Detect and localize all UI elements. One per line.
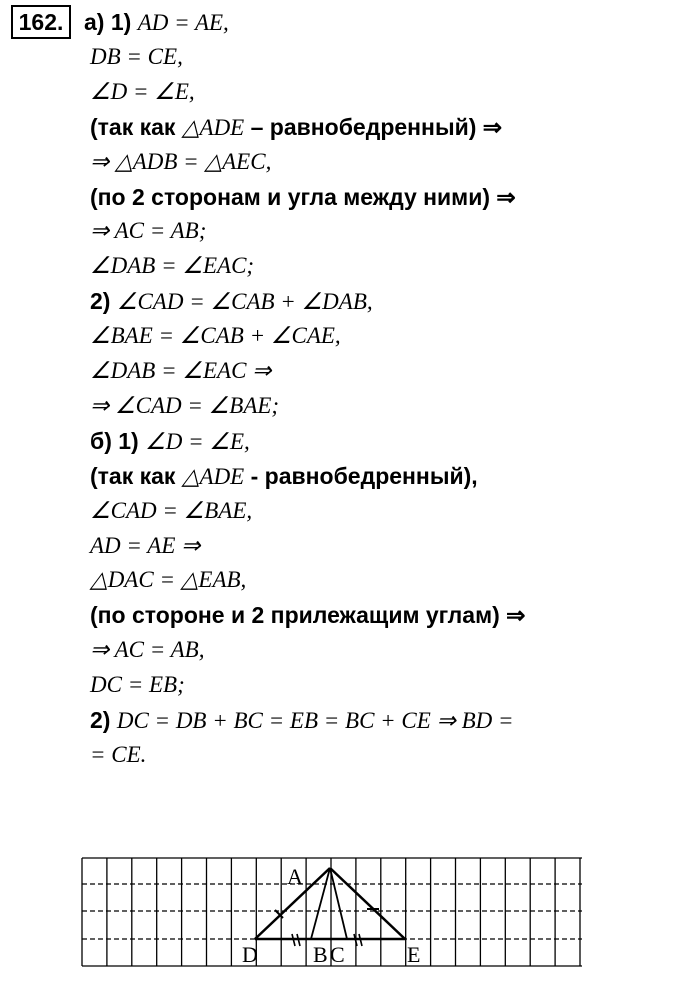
text-segment: (по стороне и 2 прилежащим углам) ⇒: [90, 602, 526, 629]
text-segment: (так как: [90, 462, 182, 489]
math-expression: ∠BAE = ∠CAB + ∠CAE,: [90, 323, 341, 349]
side-ae: [330, 868, 405, 939]
label-c: C: [330, 942, 345, 967]
label-d: D: [242, 942, 258, 967]
math-expression: ∠CAD = ∠CAB + ∠DAB,: [116, 289, 373, 315]
math-expression: ⇒ AC = AB,: [90, 637, 205, 663]
triangle: [255, 868, 405, 946]
text-segment: (так как: [90, 113, 182, 140]
text-segment: 2): [90, 707, 117, 733]
math-expression: △ADE: [181, 114, 245, 140]
math-expression: △DAC = △EAB,: [90, 567, 247, 593]
math-expression: DC = DB + BC = EB = BC + CE ⇒ BD =: [116, 708, 514, 733]
segment-ac: [330, 868, 347, 939]
math-expression: = CE.: [90, 741, 147, 767]
label-e: E: [407, 942, 421, 967]
math-expression: AD = AE ⇒: [90, 532, 201, 558]
math-expression: DC = EB;: [90, 672, 185, 698]
text-segment: – равнобедренный) ⇒: [244, 113, 503, 140]
math-expression: DB = CE,: [90, 43, 183, 69]
problem-number: 162.: [11, 5, 71, 39]
text-segment: (по 2 сторонам и угла между ними) ⇒: [90, 183, 516, 210]
math-expression: ∠D = ∠E,: [145, 428, 250, 454]
math-expression: ⇒ △ADB = △AEC,: [90, 148, 272, 174]
math-expression: ∠CAD = ∠BAE,: [90, 497, 253, 523]
math-expression: ∠DAB = ∠EAC;: [90, 253, 255, 279]
math-expression: ⇒ ∠CAD = ∠BAE;: [90, 392, 280, 418]
text-segment: 2): [90, 288, 117, 315]
label-b: B: [313, 942, 328, 967]
math-expression: AD = AE,: [137, 10, 229, 35]
math-expression: ⇒ AC = AB;: [90, 218, 207, 244]
text-segment: - равнобедренный),: [244, 462, 478, 489]
math-expression: ∠DAB = ∠EAC ⇒: [90, 358, 272, 383]
label-a: A: [287, 864, 303, 889]
text-segment: а) 1): [84, 9, 138, 35]
math-expression: △ADE: [181, 463, 245, 489]
math-expression: ∠D = ∠E,: [90, 78, 195, 104]
text-segment: б) 1): [90, 427, 146, 454]
